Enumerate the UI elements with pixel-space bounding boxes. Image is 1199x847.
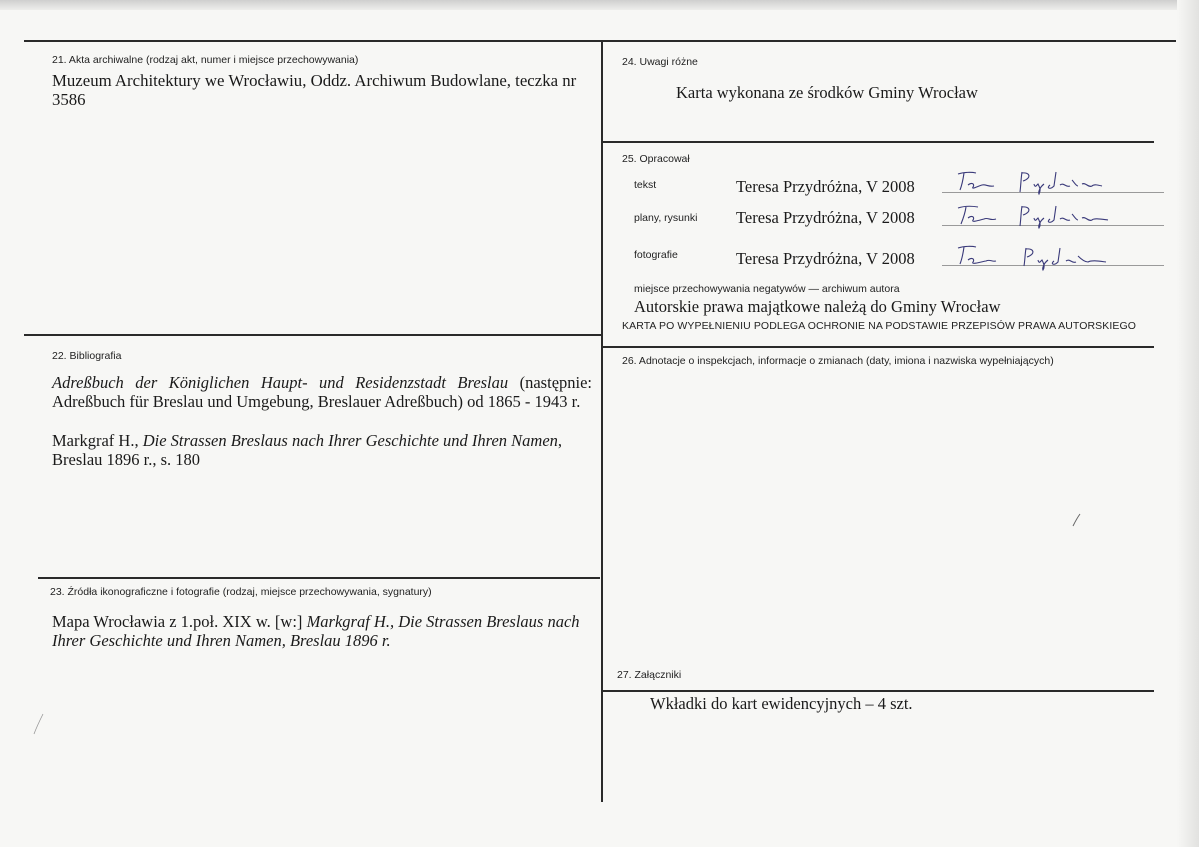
copyright-owner-text: Autorskie prawa majątkowe należą do Gminy Wrocław xyxy=(634,297,1001,316)
signature-text xyxy=(950,166,1140,196)
iconographic-sources-plain: Mapa Wrocławia z 1.poł. XIX w. [w:] xyxy=(52,612,307,631)
iconographic-sources-text xyxy=(52,612,592,650)
signature-photos xyxy=(950,240,1140,272)
iconographic-sources-italic: Markgraf H., Die Strassen Breslaus nach Ihrer Geschichte und Ihren Namen, Breslau 1896 r. xyxy=(52,612,580,650)
section-27-label: 27. Załączniki xyxy=(617,669,682,681)
author-row-role-text: tekst xyxy=(634,179,657,191)
author-row-name-plans: Teresa Przydróżna, V 2008 xyxy=(736,208,915,227)
divider-25-26 xyxy=(602,346,1154,348)
negatives-storage-label: miejsce przechowywania negatywów — archiwum autora xyxy=(634,283,900,295)
bibliography-entry-2 xyxy=(52,431,592,469)
section-25-label: 25. Opracował xyxy=(622,153,690,165)
pen-mark xyxy=(1070,512,1084,528)
divider-top xyxy=(24,40,1176,42)
divider-27 xyxy=(602,690,1154,692)
paper-scratch xyxy=(32,712,46,736)
bibliography-entry-2-rest: , Breslau 1896 r., s. 180 xyxy=(52,431,563,469)
archival-records-text: Muzeum Architektury we Wrocławiu, Oddz. Archiwum Budowlane, teczka nr 3586 xyxy=(52,71,577,109)
section-22-label: 22. Bibliografia xyxy=(52,350,122,362)
scan-right-edge xyxy=(1177,0,1199,847)
copyright-notice: KARTA PO WYPEŁNIENIU PODLEGA OCHRONIE NA PODSTAWIE PRZEPISÓW PRAWA AUTORSKIEGO xyxy=(622,320,1137,332)
divider-21-22 xyxy=(24,334,602,336)
bibliography-entry-2-title: Die Strassen Breslaus nach Ihrer Geschichte und Ihren Namen xyxy=(142,431,558,450)
divider-center xyxy=(601,40,603,802)
scan-top-edge xyxy=(0,0,1199,10)
bibliography-entry-1-rest: (następnie: Adreßbuch für Breslau und Umgebung, Breslauer Adreßbuch) od 1865 - 1943 r. xyxy=(52,373,593,411)
section-24-label: 24. Uwagi różne xyxy=(622,56,698,68)
author-row-name-photos: Teresa Przydróżna, V 2008 xyxy=(736,249,915,268)
section-26-label: 26. Adnotacje o inspekcjach, informacje o zmianach (daty, imiona i nazwiska wypełniających) xyxy=(622,355,1054,367)
author-row-role-plans: plany, rysunki xyxy=(634,212,698,224)
author-row-name-text: Teresa Przydróżna, V 2008 xyxy=(736,177,915,196)
section-23-label: 23. Źródła ikonograficzne i fotografie (rodzaj, miejsce przechowywania, sygnatury) xyxy=(50,586,432,598)
bibliography-entry-1-title: Adreßbuch der Königlichen Haupt- und Residenzstadt Breslau xyxy=(52,373,509,392)
section-21-label: 21. Akta archiwalne (rodzaj akt, numer i miejsce przechowywania) xyxy=(52,54,359,66)
remarks-text: Karta wykonana ze środków Gminy Wrocław xyxy=(676,83,978,102)
author-row-role-photos: fotografie xyxy=(634,249,678,261)
divider-24-25 xyxy=(602,141,1154,143)
attachments-text: Wkładki do kart ewidencyjnych – 4 szt. xyxy=(650,694,913,713)
divider-22-23 xyxy=(38,577,600,579)
bibliography-entry-2-author: Markgraf H., xyxy=(52,431,143,450)
signature-plans xyxy=(950,198,1140,230)
bibliography-entry-1 xyxy=(52,373,592,411)
